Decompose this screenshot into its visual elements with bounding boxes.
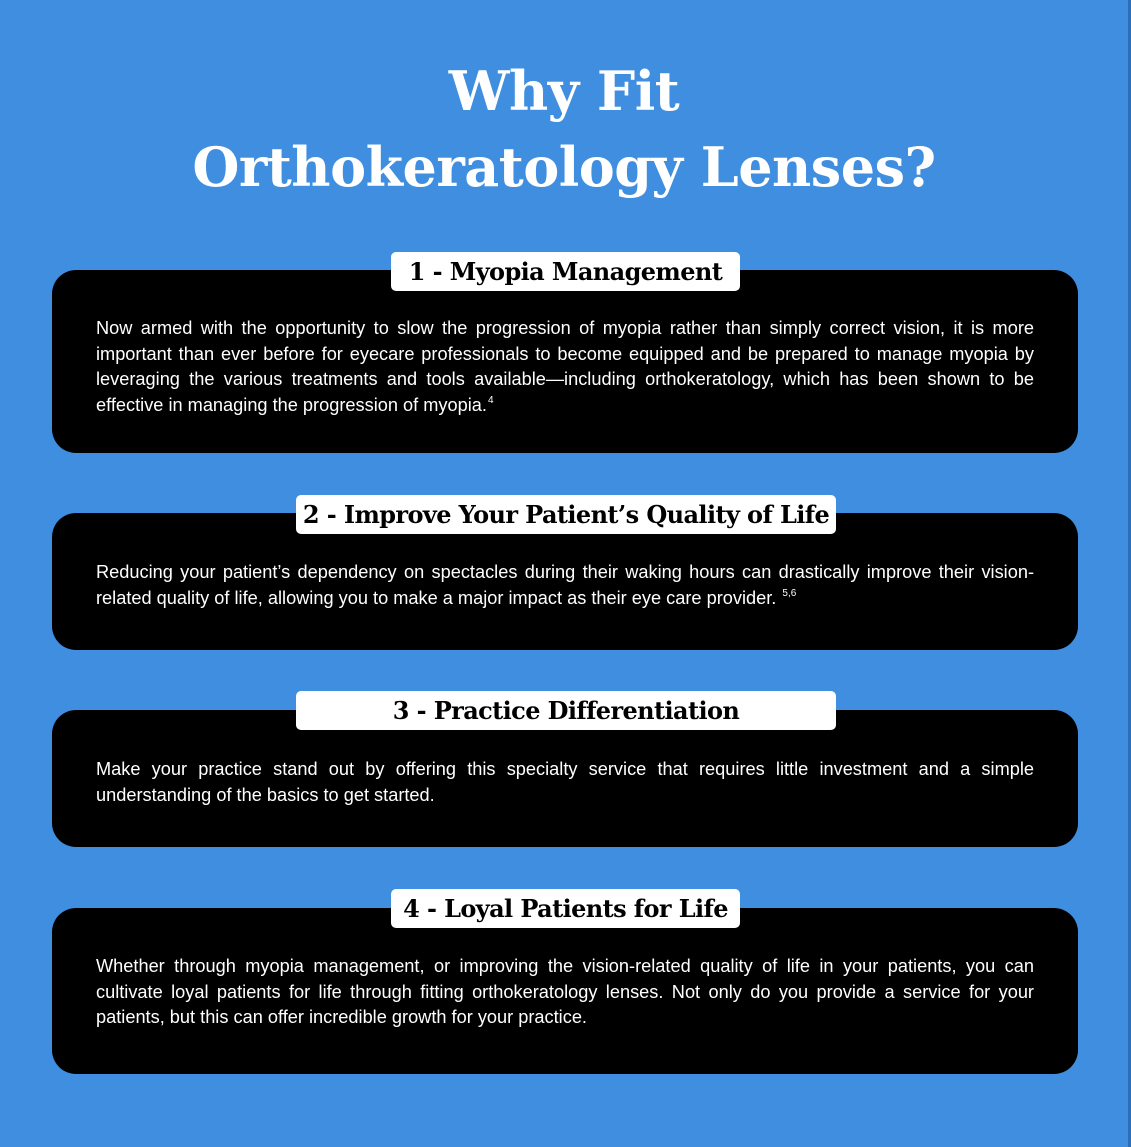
section-body bbox=[96, 954, 1034, 1031]
section-body-text: Now armed with the opportunity to slow the progression of myopia rather than simply correct vision, it is more important than ever before for eyecare professionals to become equipped and be prepared to manage myopia by leveraging the various treatments and tools available—including orthokeratology, which has been shown to be effective in managing the progression of myopia. bbox=[96, 318, 1034, 415]
section-body-text: Whether through myopia management, or improving the vision-related quality of life in your patients, you can cultivate loyal patients for life through fitting orthokeratology lenses. Not only do you provide a service for your patients, but this can offer incredible growth for your practice. bbox=[96, 956, 1034, 1027]
page-title-line-1: Why Fit bbox=[448, 59, 680, 123]
section-card-loyal-patients bbox=[52, 908, 1078, 1074]
section-body-text: Reducing your patient’s dependency on spectacles during their waking hours can drastically improve their vision-related quality of life, allowing you to make a major impact as their eye care provider. bbox=[96, 562, 1034, 608]
section-body bbox=[96, 757, 1034, 808]
section-heading-quality-of-life: 2 - Improve Your Patient’s Quality of Life bbox=[296, 495, 836, 534]
citation-superscript: 5,6 bbox=[782, 588, 797, 600]
section-body bbox=[96, 560, 1034, 611]
section-body bbox=[96, 316, 1034, 418]
section-body-text: Make your practice stand out by offering this specialty service that requires little investment and a simple understanding of the basics to get started. bbox=[96, 759, 1034, 805]
section-heading-myopia-management: 1 - Myopia Management bbox=[391, 252, 740, 291]
section-heading-loyal-patients: 4 - Loyal Patients for Life bbox=[391, 889, 740, 928]
section-card-practice-differentiation bbox=[52, 710, 1078, 847]
section-card-myopia-management bbox=[52, 270, 1078, 453]
page-title-line-2: Orthokeratology Lenses? bbox=[192, 135, 936, 199]
citation-superscript: 4 bbox=[487, 395, 494, 407]
section-heading-practice-differentiation: 3 - Practice Differentiation bbox=[296, 691, 836, 730]
